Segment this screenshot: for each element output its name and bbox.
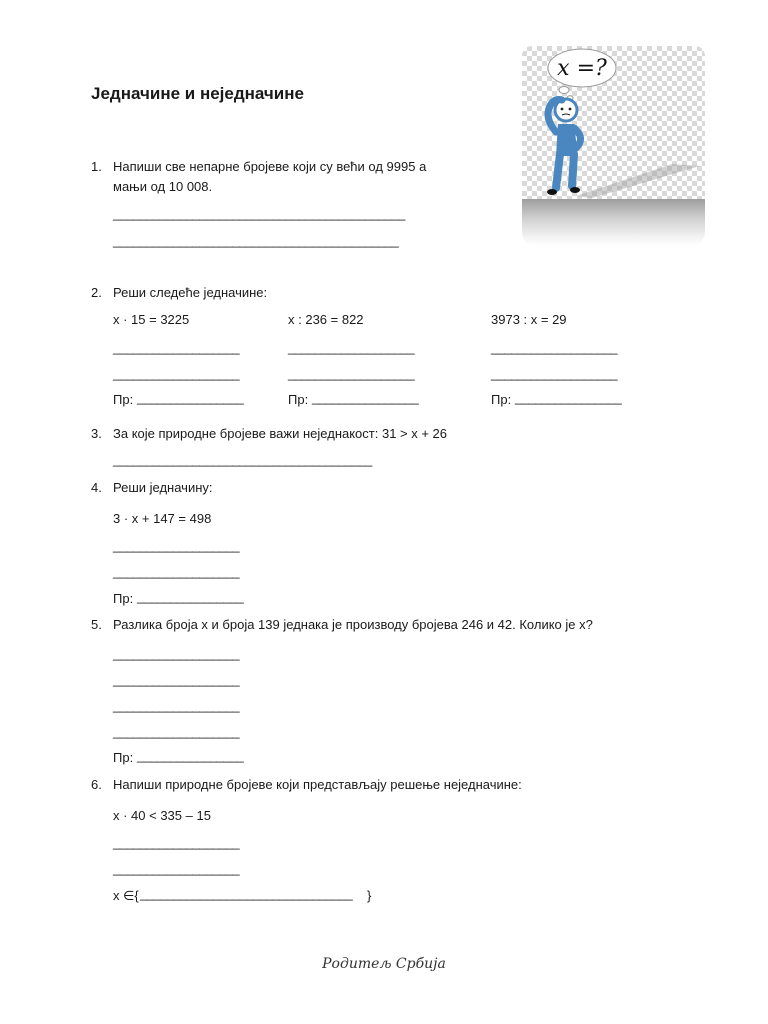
task-4-number: 4. [91, 480, 102, 495]
check-label: Пр: [113, 750, 134, 765]
check-line[interactable]: ________________ [312, 390, 419, 405]
task-5-text: Разлика броја x и броја 139 једнака је производу бројева 246 и 42. Колико је x? [113, 617, 593, 632]
check-label: Пр: [491, 392, 512, 407]
check-line[interactable]: ________________ [137, 589, 244, 604]
set-open-label: x ∈{ [113, 888, 139, 903]
task-5-answer-line[interactable]: ___________________ [113, 646, 239, 661]
task-5-number: 5. [91, 617, 102, 632]
footer-brand: Родитељ Србија [322, 956, 446, 972]
task-2-number: 2. [91, 285, 102, 300]
check-line[interactable]: ________________ [137, 748, 244, 763]
equation-3-answer-line[interactable]: ___________________ [491, 340, 617, 355]
task-1-text-line2: мањи од 10 008. [113, 179, 213, 194]
task-1-answer-line[interactable]: ____________________________________________ [113, 206, 405, 221]
task-4-equation: 3 · x + 147 = 498 [113, 511, 212, 526]
task-3-text: За које природне бројеве важи неједнакост: 31 > x + 26 [113, 426, 448, 441]
task-6-answer-line[interactable]: ___________________ [113, 861, 239, 876]
check-label: Пр: [113, 591, 134, 606]
task-2-text: Реши следеће једначине: [113, 285, 268, 300]
task-3-answer-line[interactable]: _______________________________________ [113, 452, 372, 467]
check-label: Пр: [113, 392, 134, 407]
page-title: Једначине и неједначине [91, 84, 304, 103]
task-4-answer-line[interactable]: ___________________ [113, 564, 239, 579]
task-6-equation: x · 40 < 335 – 15 [113, 808, 211, 823]
task-6-answer-line[interactable]: ___________________ [113, 835, 239, 850]
check-line[interactable]: ________________ [515, 390, 622, 405]
equation-2: x : 236 = 822 [288, 312, 364, 327]
thinking-person-icon [522, 46, 705, 246]
task-4-answer-line[interactable]: ___________________ [113, 538, 239, 553]
check-line[interactable]: ________________ [137, 390, 244, 405]
task-6-text: Напиши природне бројеве који представљају решење неједначине: [113, 777, 522, 792]
task-5-answer-line[interactable]: ___________________ [113, 698, 239, 713]
task-1-answer-line[interactable]: ___________________________________________ [113, 233, 399, 248]
thought-bubble-text: x =? [557, 56, 607, 81]
task-5-answer-line[interactable]: ___________________ [113, 672, 239, 687]
task-6-number: 6. [91, 777, 102, 792]
equation-1-answer-line[interactable]: ___________________ [113, 366, 239, 381]
task-1-text-line1: Напиши све непарне бројеве који су већи од 9995 а [113, 159, 427, 174]
equation-1: x · 15 = 3225 [113, 312, 190, 327]
equation-1-answer-line[interactable]: ___________________ [113, 340, 239, 355]
set-answer-line[interactable]: ________________________________ [140, 886, 353, 901]
equation-3-answer-line[interactable]: ___________________ [491, 366, 617, 381]
illustration [522, 46, 705, 246]
task-1-number: 1. [91, 159, 102, 174]
task-4-text: Реши једначину: [113, 480, 213, 495]
task-5-answer-line[interactable]: ___________________ [113, 724, 239, 739]
check-label: Пр: [288, 392, 309, 407]
task-3-number: 3. [91, 426, 102, 441]
set-close-label: } [367, 888, 372, 903]
equation-2-answer-line[interactable]: ___________________ [288, 366, 414, 381]
equation-3: 3973 : x = 29 [491, 312, 567, 327]
equation-2-answer-line[interactable]: ___________________ [288, 340, 414, 355]
